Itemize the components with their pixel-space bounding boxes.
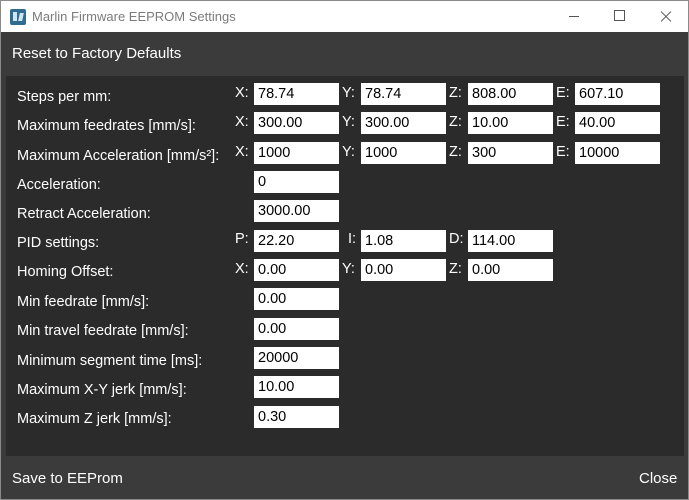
max-xy-jerk-field[interactable]: 10.00 — [254, 376, 339, 398]
maximize-button[interactable] — [597, 1, 643, 32]
steps-x-field[interactable]: 78.74 — [254, 83, 339, 105]
axis-y-label: Y: — [342, 114, 355, 130]
steps-e-field[interactable]: 607.10 — [575, 83, 660, 105]
axis-y-label: Y: — [342, 144, 355, 160]
max-acceleration-label: Maximum Acceleration [mm/s²]: — [17, 148, 220, 164]
min-feedrate-label: Min feedrate [mm/s]: — [17, 294, 150, 310]
axis-z-label: Z: — [449, 114, 462, 130]
accel-z-field[interactable]: 300 — [468, 142, 553, 164]
accel-y-field[interactable]: 1000 — [361, 142, 446, 164]
reset-factory-defaults-button[interactable]: Reset to Factory Defaults — [12, 45, 182, 62]
min-segment-time-field[interactable]: 20000 — [254, 347, 339, 369]
steps-per-mm-label: Steps per mm: — [17, 89, 112, 105]
steps-y-field[interactable]: 78.74 — [361, 83, 446, 105]
pid-settings-label: PID settings: — [17, 235, 100, 251]
acceleration-field[interactable]: 0 — [254, 171, 339, 193]
feedrate-e-field[interactable]: 40.00 — [575, 112, 660, 134]
pid-i-field[interactable]: 1.08 — [361, 230, 446, 252]
acceleration-label: Acceleration: — [17, 177, 101, 193]
axis-x-label: X: — [235, 261, 249, 277]
pid-d-label: D: — [449, 231, 464, 247]
accel-x-field[interactable]: 1000 — [254, 142, 339, 164]
pid-p-label: P: — [235, 231, 249, 247]
pid-d-field[interactable]: 114.00 — [468, 230, 553, 252]
accel-e-field[interactable]: 10000 — [575, 142, 660, 164]
axis-e-label: E: — [556, 114, 570, 130]
min-segment-time-label: Minimum segment time [ms]: — [17, 353, 203, 369]
steps-z-field[interactable]: 808.00 — [468, 83, 553, 105]
maximize-icon — [614, 10, 625, 21]
pid-p-field[interactable]: 22.20 — [254, 230, 339, 252]
max-xy-jerk-label: Maximum X-Y jerk [mm/s]: — [17, 382, 187, 398]
close-button[interactable]: Close — [639, 470, 678, 487]
window-title: Marlin Firmware EEPROM Settings — [32, 9, 236, 24]
max-z-jerk-label: Maximum Z jerk [mm/s]: — [17, 411, 172, 427]
feedrate-z-field[interactable]: 10.00 — [468, 112, 553, 134]
minimize-button[interactable] — [551, 1, 597, 32]
pid-i-label: I: — [348, 231, 357, 247]
footer-bar — [1, 456, 688, 499]
minimize-icon — [569, 16, 579, 17]
homing-offset-label: Homing Offset: — [17, 264, 114, 280]
axis-z-label: Z: — [449, 85, 462, 101]
app-icon — [10, 9, 26, 25]
axis-x-label: X: — [235, 144, 249, 160]
homing-z-field[interactable]: 0.00 — [468, 259, 553, 281]
settings-panel — [6, 76, 684, 456]
min-travel-feedrate-label: Min travel feedrate [mm/s]: — [17, 323, 189, 339]
axis-y-label: Y: — [342, 85, 355, 101]
axis-y-label: Y: — [342, 261, 355, 277]
homing-x-field[interactable]: 0.00 — [254, 259, 339, 281]
toolbar — [1, 32, 688, 72]
retract-acceleration-label: Retract Acceleration: — [17, 206, 151, 222]
title-bar — [1, 1, 688, 32]
max-feedrates-label: Maximum feedrates [mm/s]: — [17, 118, 196, 134]
close-window-button[interactable] — [642, 1, 688, 32]
min-travel-feedrate-field[interactable]: 0.00 — [254, 318, 339, 340]
feedrate-x-field[interactable]: 300.00 — [254, 112, 339, 134]
save-to-eeprom-button[interactable]: Save to EEProm — [12, 470, 123, 487]
axis-e-label: E: — [556, 144, 570, 160]
min-feedrate-field[interactable]: 0.00 — [254, 288, 339, 310]
axis-z-label: Z: — [449, 261, 462, 277]
axis-e-label: E: — [556, 85, 570, 101]
max-z-jerk-field[interactable]: 0.30 — [254, 406, 339, 428]
retract-acceleration-field[interactable]: 3000.00 — [254, 200, 339, 222]
feedrate-y-field[interactable]: 300.00 — [361, 112, 446, 134]
axis-x-label: X: — [235, 85, 249, 101]
axis-z-label: Z: — [449, 144, 462, 160]
homing-y-field[interactable]: 0.00 — [361, 259, 446, 281]
axis-x-label: X: — [235, 114, 249, 130]
